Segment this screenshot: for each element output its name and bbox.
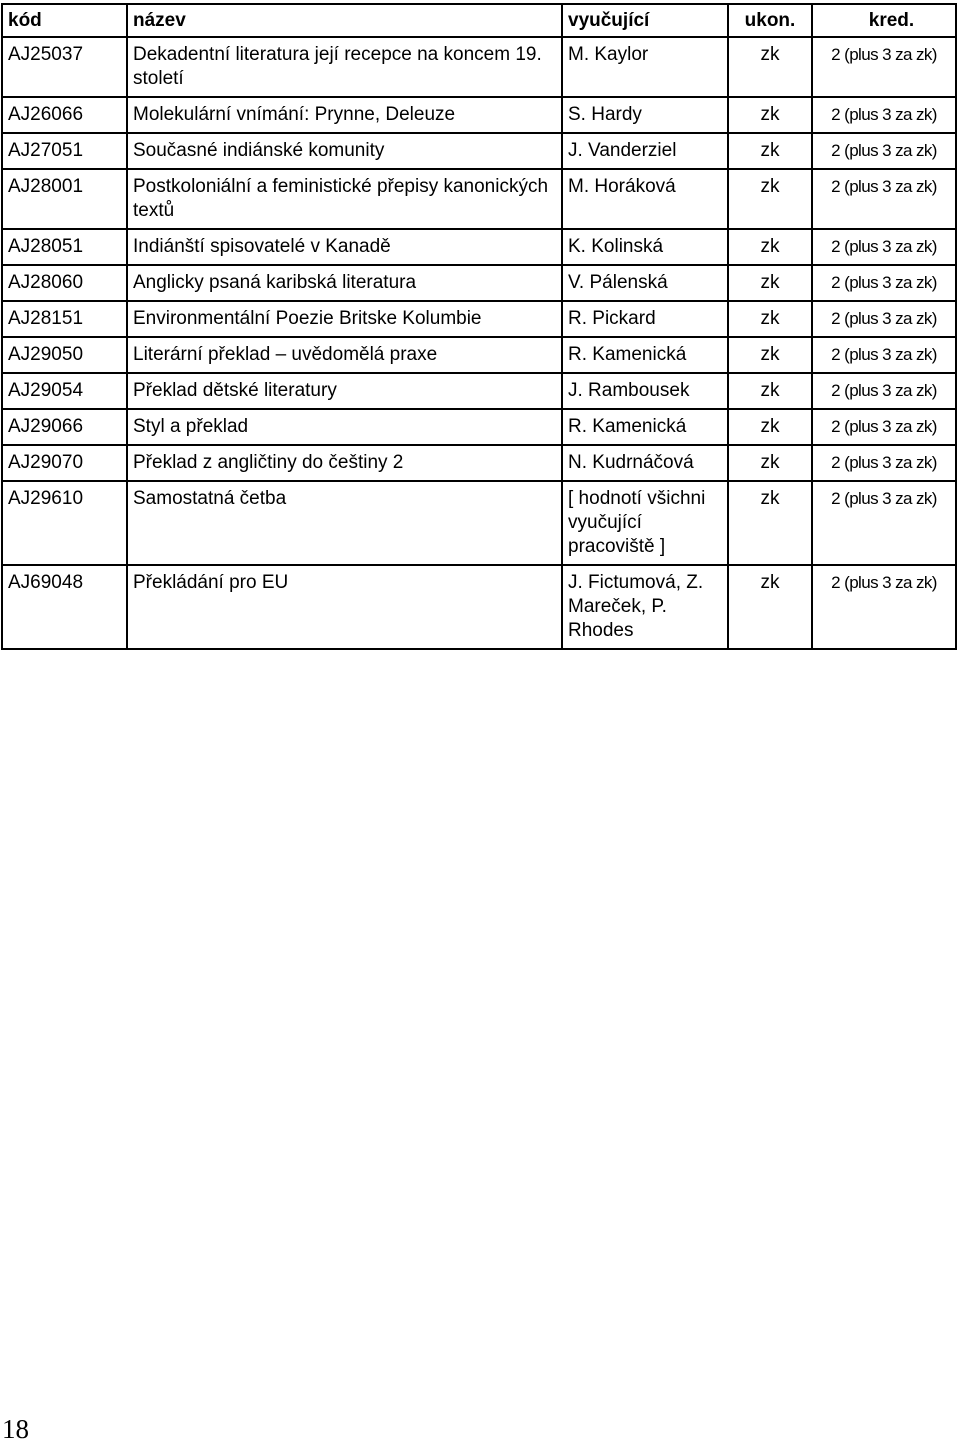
cell-title: Překlad z angličtiny do češtiny 2 — [127, 445, 562, 481]
cell-code: AJ29054 — [2, 373, 127, 409]
cell-code: AJ29050 — [2, 337, 127, 373]
cell-teacher: J. Fictumová, Z. Mareček, P. Rhodes — [562, 565, 728, 649]
cell-code: AJ28051 — [2, 229, 127, 265]
header-teacher: vyučující — [562, 4, 728, 37]
cell-mode: zk — [728, 301, 812, 337]
cell-teacher: J. Vanderziel — [562, 133, 728, 169]
table-header — [2, 4, 956, 37]
table-row — [2, 481, 956, 565]
cell-credits: 2 (plus 3 za zk) — [812, 229, 956, 265]
cell-code: AJ29070 — [2, 445, 127, 481]
cell-credits: 2 (plus 3 za zk) — [812, 301, 956, 337]
cell-mode: zk — [728, 565, 812, 649]
cell-teacher: R. Pickard — [562, 301, 728, 337]
cell-credits: 2 (plus 3 za zk) — [812, 265, 956, 301]
cell-credits: 2 (plus 3 za zk) — [812, 337, 956, 373]
page-number: 18 — [2, 1414, 29, 1444]
cell-teacher: M. Kaylor — [562, 37, 728, 97]
table-row — [2, 265, 956, 301]
cell-title: Molekulární vnímání: Prynne, Deleuze — [127, 97, 562, 133]
table-row — [2, 373, 956, 409]
cell-mode: zk — [728, 229, 812, 265]
cell-mode: zk — [728, 373, 812, 409]
header-code: kód — [2, 4, 127, 37]
cell-teacher: J. Rambousek — [562, 373, 728, 409]
cell-code: AJ25037 — [2, 37, 127, 97]
cell-title: Překládání pro EU — [127, 565, 562, 649]
cell-credits: 2 (plus 3 za zk) — [812, 133, 956, 169]
cell-title: Literární překlad – uvědomělá praxe — [127, 337, 562, 373]
cell-credits: 2 (plus 3 za zk) — [812, 565, 956, 649]
cell-teacher: K. Kolinská — [562, 229, 728, 265]
table-row — [2, 169, 956, 229]
cell-credits: 2 (plus 3 za zk) — [812, 445, 956, 481]
cell-credits: 2 (plus 3 za zk) — [812, 97, 956, 133]
cell-code: AJ28151 — [2, 301, 127, 337]
cell-code: AJ28001 — [2, 169, 127, 229]
cell-credits: 2 (plus 3 za zk) — [812, 169, 956, 229]
header-credits: kred. — [812, 4, 956, 37]
cell-mode: zk — [728, 481, 812, 565]
cell-title: Postkoloniální a feministické přepisy kanonických textů — [127, 169, 562, 229]
cell-title: Styl a překlad — [127, 409, 562, 445]
cell-teacher: [ hodnotí všichni vyučující pracoviště ] — [562, 481, 728, 565]
cell-code: AJ28060 — [2, 265, 127, 301]
cell-title: Dekadentní literatura její recepce na koncem 19. století — [127, 37, 562, 97]
cell-code: AJ69048 — [2, 565, 127, 649]
cell-mode: zk — [728, 265, 812, 301]
table-row — [2, 133, 956, 169]
table-row — [2, 229, 956, 265]
table-row — [2, 409, 956, 445]
cell-teacher: R. Kamenická — [562, 409, 728, 445]
cell-mode: zk — [728, 169, 812, 229]
table-row — [2, 565, 956, 649]
cell-title: Anglicky psaná karibská literatura — [127, 265, 562, 301]
header-mode: ukon. — [728, 4, 812, 37]
table-row — [2, 97, 956, 133]
table-body — [2, 37, 956, 649]
cell-mode: zk — [728, 97, 812, 133]
cell-credits: 2 (plus 3 za zk) — [812, 37, 956, 97]
cell-teacher: M. Horáková — [562, 169, 728, 229]
cell-teacher: S. Hardy — [562, 97, 728, 133]
cell-mode: zk — [728, 337, 812, 373]
cell-title: Indiánští spisovatelé v Kanadě — [127, 229, 562, 265]
cell-teacher: V. Pálenská — [562, 265, 728, 301]
cell-mode: zk — [728, 37, 812, 97]
cell-credits: 2 (plus 3 za zk) — [812, 481, 956, 565]
course-table — [1, 3, 957, 650]
cell-title: Překlad dětské literatury — [127, 373, 562, 409]
cell-teacher: R. Kamenická — [562, 337, 728, 373]
cell-code: AJ27051 — [2, 133, 127, 169]
cell-code: AJ29610 — [2, 481, 127, 565]
cell-teacher: N. Kudrnáčová — [562, 445, 728, 481]
table-row — [2, 37, 956, 97]
table-row — [2, 337, 956, 373]
header-title: název — [127, 4, 562, 37]
cell-title: Samostatná četba — [127, 481, 562, 565]
header-row — [2, 4, 956, 37]
cell-mode: zk — [728, 133, 812, 169]
cell-title: Environmentální Poezie Britske Kolumbie — [127, 301, 562, 337]
cell-mode: zk — [728, 409, 812, 445]
cell-title: Současné indiánské komunity — [127, 133, 562, 169]
cell-code: AJ26066 — [2, 97, 127, 133]
table-row — [2, 445, 956, 481]
cell-mode: zk — [728, 445, 812, 481]
cell-credits: 2 (plus 3 za zk) — [812, 409, 956, 445]
cell-code: AJ29066 — [2, 409, 127, 445]
cell-credits: 2 (plus 3 za zk) — [812, 373, 956, 409]
table-row — [2, 301, 956, 337]
